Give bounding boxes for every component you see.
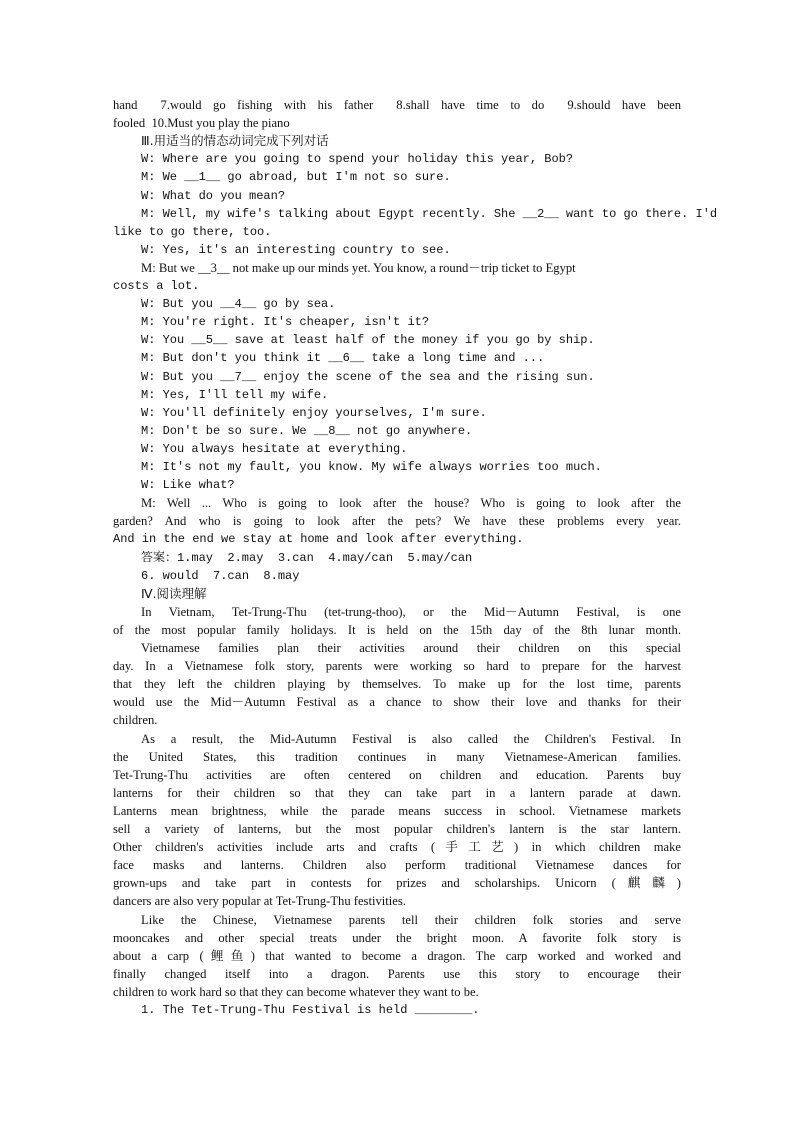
text-line: M: It's not my fault, you know. My wife always worries too much. <box>141 460 602 474</box>
text-line: And in the end we stay at home and look after everything. <box>113 532 524 547</box>
text-line: Vietnamese families plan their activities around their children on this special <box>141 641 681 655</box>
text-line: would use the Mid－Autumn Festival as a chance to show their love and thanks for their <box>113 695 681 710</box>
text-line: that they left the children playing by themselves. To make up for the lost time, parents <box>113 677 681 692</box>
text-line: of the most popular family holidays. It is held on the 15th day of the 8th lunar month. <box>113 622 681 637</box>
text-line: fooled 10.Must you play the piano <box>113 116 290 131</box>
text-line: dancers are also very popular at Tet-Trung-Thu festivities. <box>113 894 406 909</box>
text-line: finally changed itself into a dragon. Parents use this story to encourage their <box>113 966 681 981</box>
text-line: Other children's activities include arts and crafts (手工艺) in which children make <box>113 840 681 855</box>
text-line: grown-ups and take part in contests for prizes and scholarships. Unicorn (麒麟) <box>113 876 681 891</box>
text-line: M: But we __3__ not make up our minds yet. You know, a round－trip ticket to Egypt <box>141 260 576 275</box>
text-line: M: Yes, I'll tell my wife. <box>141 387 329 402</box>
text-line: like to go there, too. <box>113 224 272 239</box>
text-line: Ⅲ.用适当的情态动词完成下列对话 <box>141 133 329 149</box>
text-line: day. In a Vietnamese folk story, parents were working so hard to prepare for the harvest <box>113 659 681 674</box>
text-line: W: But you __4__ go by sea. <box>141 297 336 312</box>
text-line: Tet-Trung-Thu activities are often centered on children and education. Parents buy <box>113 767 681 782</box>
text-line: M: But don't you think it __6__ take a long time and ... <box>141 351 545 366</box>
text-line: 1. The Tet-Trung-Thu Festival is held ________. <box>141 1003 480 1017</box>
text-line: about a carp (鲤鱼) that wanted to become a dragon. The carp worked and worked and <box>113 948 681 963</box>
text-line: costs a lot. <box>113 279 200 293</box>
text-line: 6. would 7.can 8.may <box>141 568 300 583</box>
text-line: Lanterns mean brightness, while the parade means success in school. Vietnamese markets <box>113 803 681 818</box>
text-line: Ⅳ.阅读理解 <box>141 585 207 601</box>
text-line: M: Don't be so sure. We __8__ not go anywhere. <box>141 423 473 438</box>
text-line: W: You always hesitate at everything. <box>141 441 408 456</box>
text-line: W: Where are you going to spend your holiday this year, Bob? <box>141 152 574 167</box>
text-line: children. <box>113 713 158 728</box>
text-line: W: But you __7__ enjoy the scene of the sea and the rising sun. <box>141 369 595 384</box>
text-line: 答案：1.may 2.may 3.can 4.may/can 5.may/can <box>141 550 473 565</box>
text-line: In Vietnam, Tet-Trung-Thu (tet-trung-thoo), or the Mid－Autumn Festival, is one <box>141 604 681 619</box>
text-line: W: You'll definitely enjoy yourselves, I'm sure. <box>141 405 487 420</box>
text-line: M: You're right. It's cheaper, isn't it? <box>141 315 430 330</box>
text-line: M: We __1__ go abroad, but I'm not so sure. <box>141 170 451 185</box>
text-line: lanterns for their children so that they can take part in a lantern parade at dawn. <box>113 785 681 800</box>
text-line: mooncakes and other special treats under the bright moon. A favorite folk story is <box>113 930 681 945</box>
text-line: garden? And who is going to look after the pets? We have these problems every year. <box>113 514 681 529</box>
text-line: Like the Chinese, Vietnamese parents tell their children folk stories and serve <box>141 912 681 927</box>
text-line: hand 7.would go fishing with his father 8.shall have time to do 9.should have been <box>113 98 681 112</box>
text-line: face masks and lanterns. Children also perform traditional Vietnamese dances for <box>113 858 681 873</box>
text-line: M: Well ... Who is going to look after the house? Who is going to look after the <box>141 496 681 511</box>
text-line: W: Yes, it's an interesting country to see. <box>141 242 451 257</box>
text-line: As a result, the Mid-Autumn Festival is also called the Children's Festival. In <box>141 731 681 746</box>
text-line: sell a variety of lanterns, but the most popular children's lantern is the star lantern. <box>113 822 681 836</box>
text-line: W: Like what? <box>141 478 235 493</box>
text-line: the United States, this tradition continues in many Vietnamese-American families. <box>113 749 681 764</box>
text-line: M: Well, my wife's talking about Egypt recently. She __2__ want to go there. I'd <box>141 206 718 221</box>
text-line: children to work hard so that they can become whatever they want to be. <box>113 984 479 999</box>
text-line: W: What do you mean? <box>141 188 286 203</box>
text-line: W: You __5__ save at least half of the money if you go by ship. <box>141 333 595 348</box>
